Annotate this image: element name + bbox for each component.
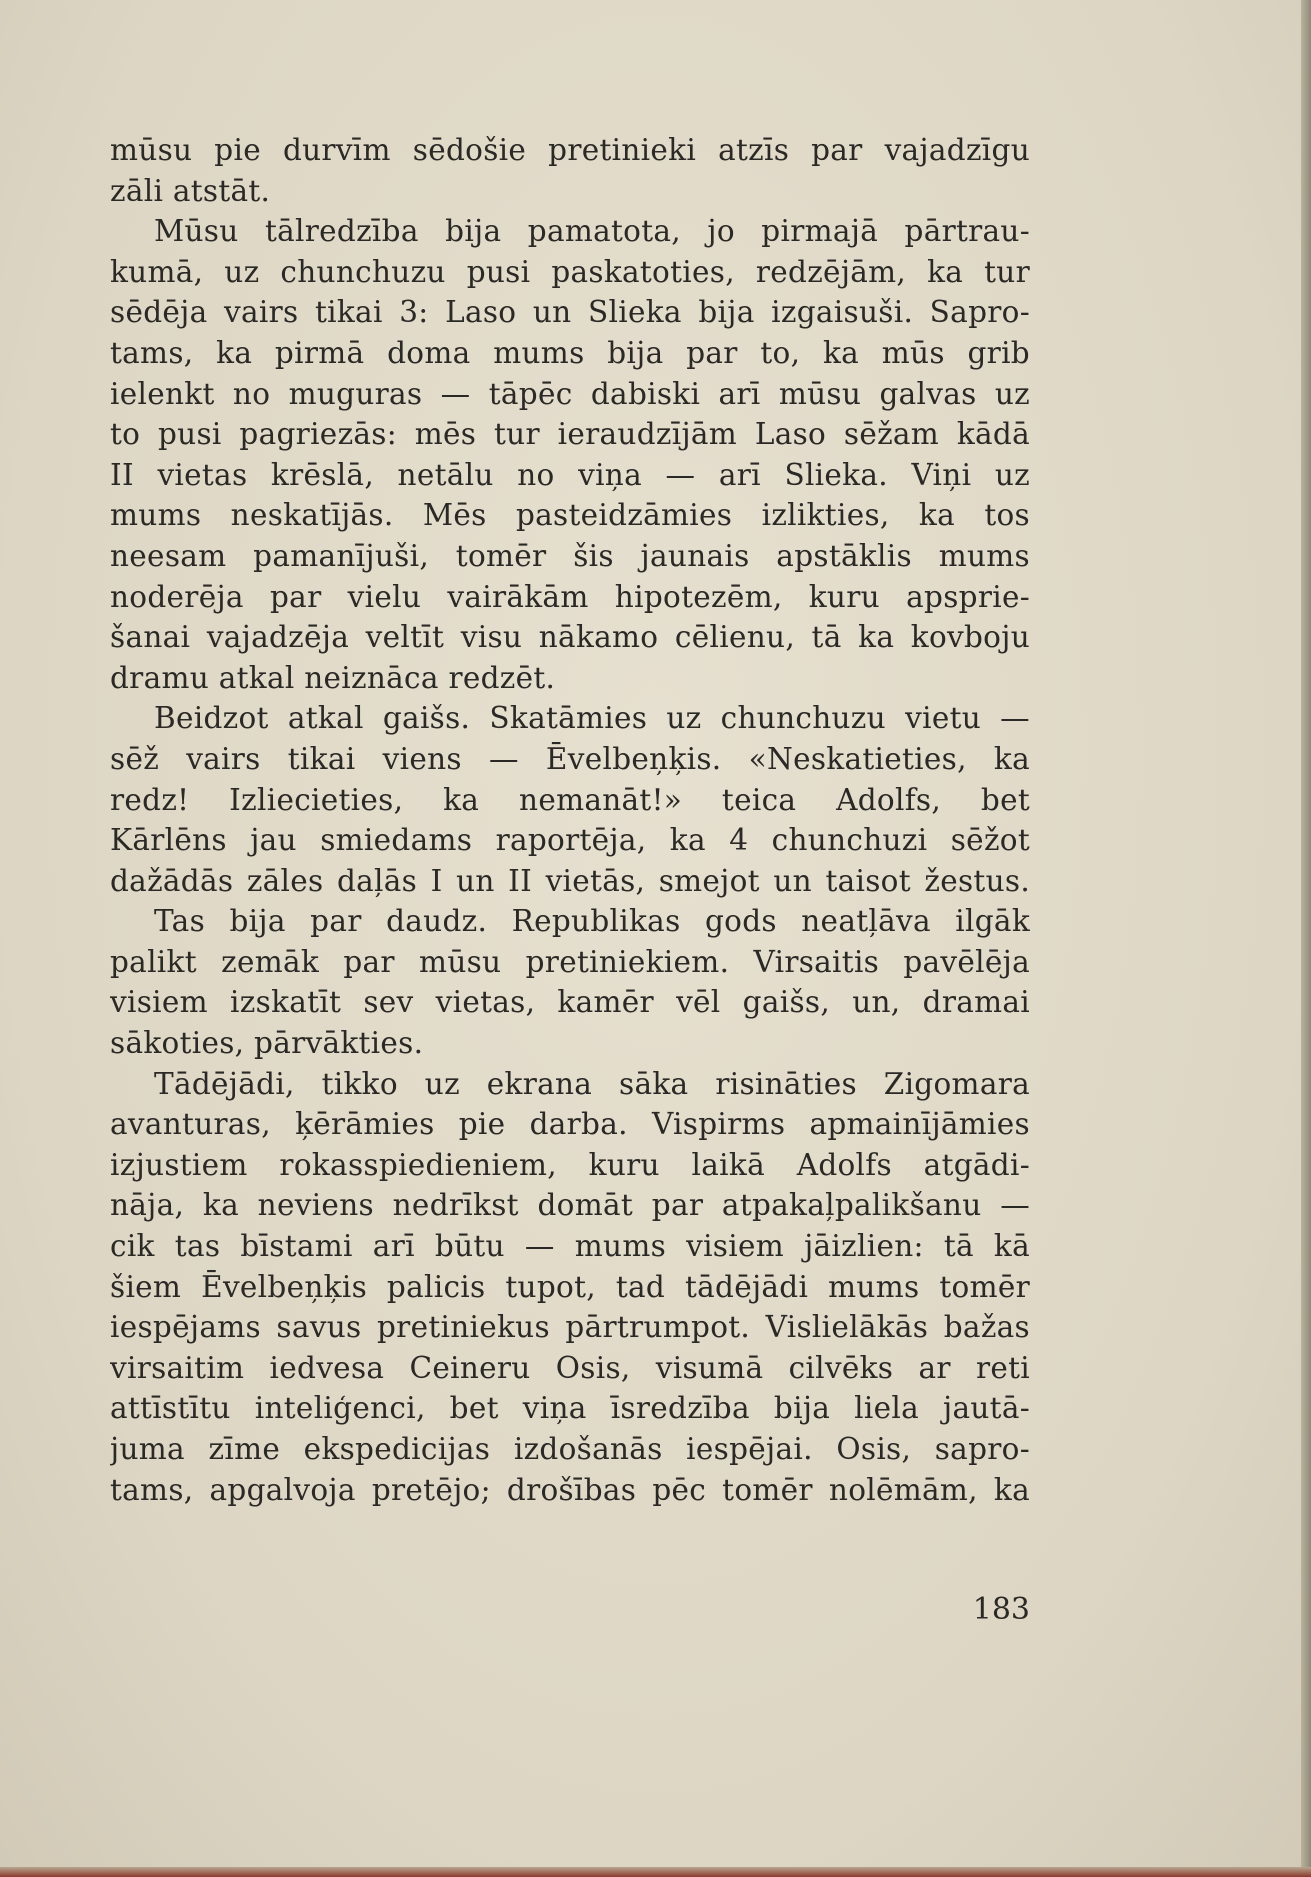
text-line: šanai vajadzēja veltīt visu nākamo cēlienu, tā ka kovboju: [110, 620, 1030, 655]
text-line: dramu atkal neiznāca redzēt.: [110, 660, 556, 695]
text-line: sēž vairs tikai viens — Ēvelbeņķis. «Neskatieties, ka: [110, 741, 1030, 776]
text-line: Kārlēns jau smiedams raportēja, ka 4 chunchuzi sēžot: [110, 823, 1030, 858]
text-line: palikt zemāk par mūsu pretiniekiem. Virsaitis pavēlēja: [110, 944, 1030, 979]
text-line: to pusi pagriezās: mēs tur ieraudzījām Laso sēžam kādā: [110, 417, 1030, 452]
text-line: dažādās zāles daļās I un II vietās, smejot un taisot žestus.: [110, 863, 1030, 898]
text-line: redz! Izliecieties, ka nemanāt!» teica Adolfs, bet: [110, 782, 1030, 817]
text-line: tams, apgalvoja pretējo; drošības pēc tomēr nolēmām, ka: [110, 1472, 1030, 1507]
text-line: sēdēja vairs tikai 3: Laso un Slieka bija izgaisuši. Sapro-: [110, 295, 1030, 330]
text-line: mūsu pie durvīm sēdošie pretinieki atzīs par vajadzīgu: [110, 133, 1030, 167]
text-line: neesam pamanījuši, tomēr šis jaunais apstāklis mums: [110, 538, 1030, 573]
page-edge-bottom: [0, 1867, 1311, 1877]
text-line: II vietas krēslā, netālu no viņa — arī Slieka. Viņi uz: [110, 457, 1030, 492]
text-line: ielenkt no muguras — tāpēc dabiski arī mūsu galvas uz: [110, 376, 1030, 411]
text-line: nāja, ka neviens nedrīkst domāt par atpakaļpalikšanu —: [110, 1188, 1030, 1223]
text-line: avanturas, ķērāmies pie darba. Vispirms apmainījāmies: [110, 1107, 1030, 1142]
text-line: attīstītu inteliģenci, bet viņa īsredzība bija liela jautā-: [110, 1391, 1030, 1426]
page-number: 183: [972, 1592, 1030, 1627]
text-line: tams, ka pirmā doma mums bija par to, ka mūs grib: [110, 335, 1030, 370]
text-line: Beidzot atkal gaišs. Skatāmies uz chunchuzu vietu —: [154, 701, 1030, 736]
text-line: juma zīme ekspedicijas izdošanās iespējai. Osis, sapro-: [110, 1432, 1030, 1466]
text-line: kumā, uz chunchuzu pusi paskatoties, redzējām, ka tur: [110, 254, 1030, 289]
text-line: virsaitim iedvesa Ceineru Osis, visumā cilvēks ar reti: [110, 1350, 1030, 1385]
text-line: Tādējādi, tikko uz ekrana sāka risināties Zigomara: [154, 1066, 1030, 1101]
text-line: šiem Ēvelbeņķis palicis tupot, tad tādējādi mums tomēr: [110, 1269, 1030, 1304]
text-line: Tas bija par daudz. Republikas gods neatļāva ilgāk: [154, 904, 1030, 939]
text-line: Mūsu tālredzība bija pamatota, jo pirmajā pārtrau-: [154, 214, 1030, 249]
text-line: iespējams savus pretiniekus pārtrumpot. Vislielākās bažas: [110, 1310, 1030, 1345]
text-line: visiem izskatīt sev vietas, kamēr vēl gaišs, un, dramai: [110, 985, 1030, 1020]
text-line: mums neskatījās. Mēs pasteidzāmies izlikties, ka tos: [110, 498, 1030, 533]
text-line: noderēja par vielu vairākām hipotezēm, kuru apsprie-: [110, 579, 1030, 614]
text-line: sākoties, pārvākties.: [110, 1026, 424, 1061]
text-line: izjustiem rokasspiedieniem, kuru laikā Adolfs atgādi-: [110, 1147, 1030, 1182]
page-edge-right: [1301, 0, 1311, 1877]
text-line: zāli atstāt.: [110, 173, 271, 208]
page-text: [110, 130, 1030, 1510]
text-line: cik tas bīstami arī būtu — mums visiem jāizlien: tā kā: [110, 1229, 1030, 1264]
